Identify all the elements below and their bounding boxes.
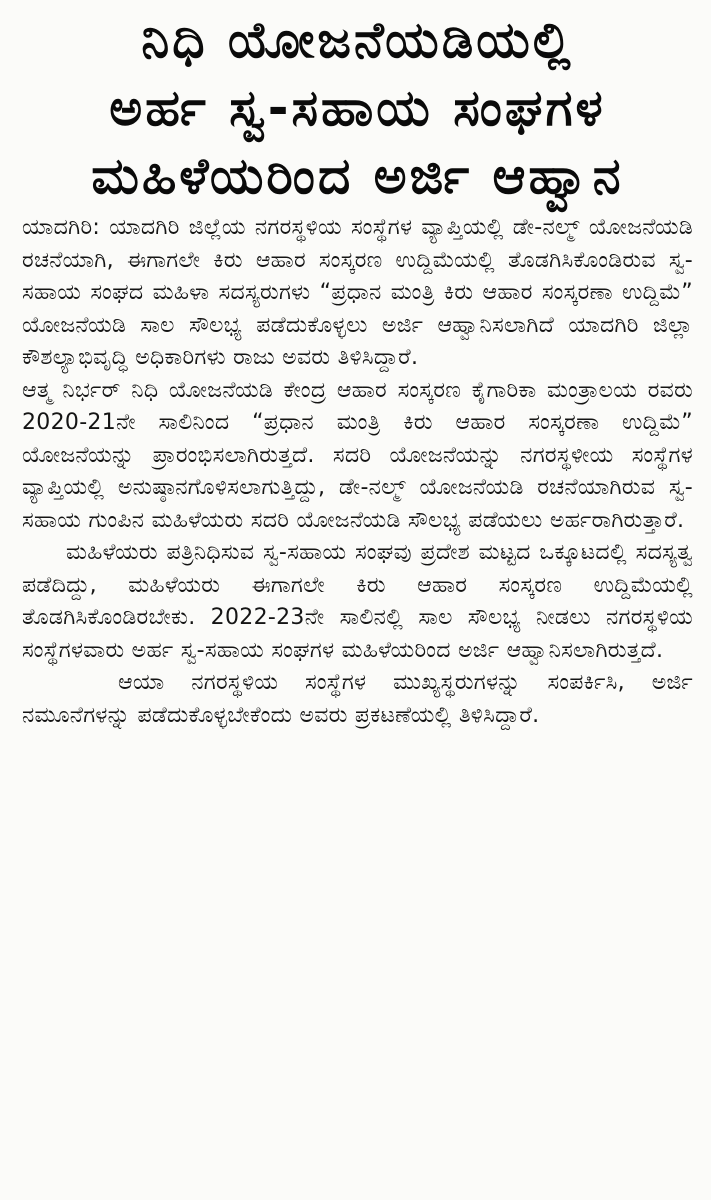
headline-line-1: ನಿಧಿ ಯೋಜನೆಯಡಿಯಲ್ಲಿ — [141, 11, 574, 69]
headline-line-2: ಅರ್ಹ ಸ್ವ-ಸಹಾಯ ಸಂಘಗಳ — [109, 79, 606, 137]
headline-line-3: ಮಹಿಳೆಯರಿಂದ ಅರ್ಜಿ ಆಹ್ವಾನ — [91, 147, 624, 205]
article-paragraph-4: ಆಯಾ ನಗರಸ್ಥಳಿಯ ಸಂಸ್ಥೆಗಳ ಮುಖ್ಯಸ್ಥರುಗಳನ್ನು ಸಂಪರ್ಕಿಸಿ, ಅರ್ಜಿ ನಮೂನೆಗಳನ್ನು ಪಡೆದುಕೊಳ್ಳಬೇಕೆಂದು ಅವರು ಪ್ರಕಟಣೆಯಲ್ಲಿ ತಿಳಿಸಿದ್ದಾರೆ. — [22, 670, 693, 728]
article-paragraph-2: ಆತ್ಮ ನಿರ್ಭರ್ ನಿಧಿ ಯೋಜನೆಯಡಿ ಕೇಂದ್ರ ಆಹಾರ ಸಂಸ್ಕರಣ ಕೈಗಾರಿಕಾ ಮಂತ್ರಾಲಯ ರವರು 2020-21ನೇ ಸಾಲಿನಿಂದ “ಪ್ರಧಾನ ಮಂತ್ರಿ ಕಿರು ಆಹಾರ ಸಂಸ್ಕರಣಾ ಉದ್ದಿಮೆ” ಯೋಜನೆಯನ್ನು ಪ್ರಾರಂಭಿಸಲಾಗಿರುತ್ತದೆ. ಸದರಿ ಯೋಜನೆಯನ್ನು ನಗರಸ್ಥಳೀಯ ಸಂಸ್ಥೆಗಳ ವ್ಯಾಪ್ತಿಯಲ್ಲಿ ಅನುಷ್ಠಾನಗೊಳಿಸಲಾಗುತ್ತಿದ್ದು, ಡೇ-ನಲ್ಮ್ ಯೋಜನೆಯಡಿ ರಚನೆಯಾಗಿರುವ ಸ್ವ-ಸಹಾಯ ಗುಂಪಿನ ಮಹಿಳೆಯರು ಸದರಿ ಯೋಜನೆಯಡಿ ಸೌಲಭ್ಯ ಪಡೆಯಲು ಅರ್ಹರಾಗಿರುತ್ತಾರೆ. — [22, 377, 693, 533]
dateline: ಯಾದಗಿರಿ: — [22, 215, 101, 240]
paragraph-1-text: ಯಾದಗಿರಿ ಜಿಲ್ಲೆಯ ನಗರಸ್ಥಳಿಯ ಸಂಸ್ಥೆಗಳ ವ್ಯಾಪ್ತಿಯಲ್ಲಿ ಡೇ-ನಲ್ಮ್ ಯೋಜನೆಯಡಿ ರಚನೆಯಾಗಿ, ಈಗಾಗಲೇ ಕಿರು ಆಹಾರ ಸಂಸ್ಕರಣ ಉದ್ದಿಮೆಯಲ್ಲಿ ತೊಡಗಿಸಿಕೊಂಡಿರುವ ಸ್ವ-ಸಹಾಯ ಸಂಘದ ಮಹಿಳಾ ಸದಸ್ಯರುಗಳು “ಪ್ರಧಾನ ಮಂತ್ರಿ ಕಿರು ಆಹಾರ ಸಂಸ್ಕರಣಾ ಉದ್ದಿಮೆ” ಯೋಜನೆಯಡಿ ಸಾಲ ಸೌಲಭ್ಯ ಪಡೆದುಕೊಳ್ಳಲು ಅರ್ಜಿ ಆಹ್ವಾನಿಸಲಾಗಿದೆ ಯಾದಗಿರಿ ಜಿಲ್ಲಾ ಕೌಶಲ್ಯಾಭಿವೃದ್ಧಿ ಅಧಿಕಾರಿಗಳು ರಾಜು ಅವರು ತಿಳಿಸಿದ್ದಾರೆ. — [22, 215, 694, 370]
article-body — [22, 212, 693, 732]
article-paragraph-3: ಮಹಿಳೆಯರು ಪತ್ರಿನಿಧಿಸುವ ಸ್ವ-ಸಹಾಯ ಸಂಘವು ಪ್ರದೇಶ ಮಟ್ಟದ ಒಕ್ಕೂಟದಲ್ಲಿ ಸದಸ್ಯತ್ವ ಪಡೆದಿದ್ದು, ಮಹಿಳೆಯರು ಈಗಾಗಲೇ ಕಿರು ಆಹಾರ ಸಂಸ್ಕರಣ ಉದ್ದಿಮೆಯಲ್ಲಿ ತೊಡಗಿಸಿಕೊಂಡಿರಬೇಕು. 2022-23ನೇ ಸಾಲಿನಲ್ಲಿ ಸಾಲ ಸೌಲಭ್ಯ ನೀಡಲು ನಗರಸ್ಥಳಿಯ ಸಂಸ್ಥೆಗಳವಾರು ಅರ್ಹ ಸ್ವ-ಸಹಾಯ ಸಂಘಗಳ ಮಹಿಳೆಯರಿಂದ ಅರ್ಜಿ ಆಹ್ವಾನಿಸಲಾಗಿರುತ್ತದೆ. — [22, 540, 693, 663]
article-paragraph-1 — [22, 212, 693, 375]
headline — [22, 6, 693, 210]
